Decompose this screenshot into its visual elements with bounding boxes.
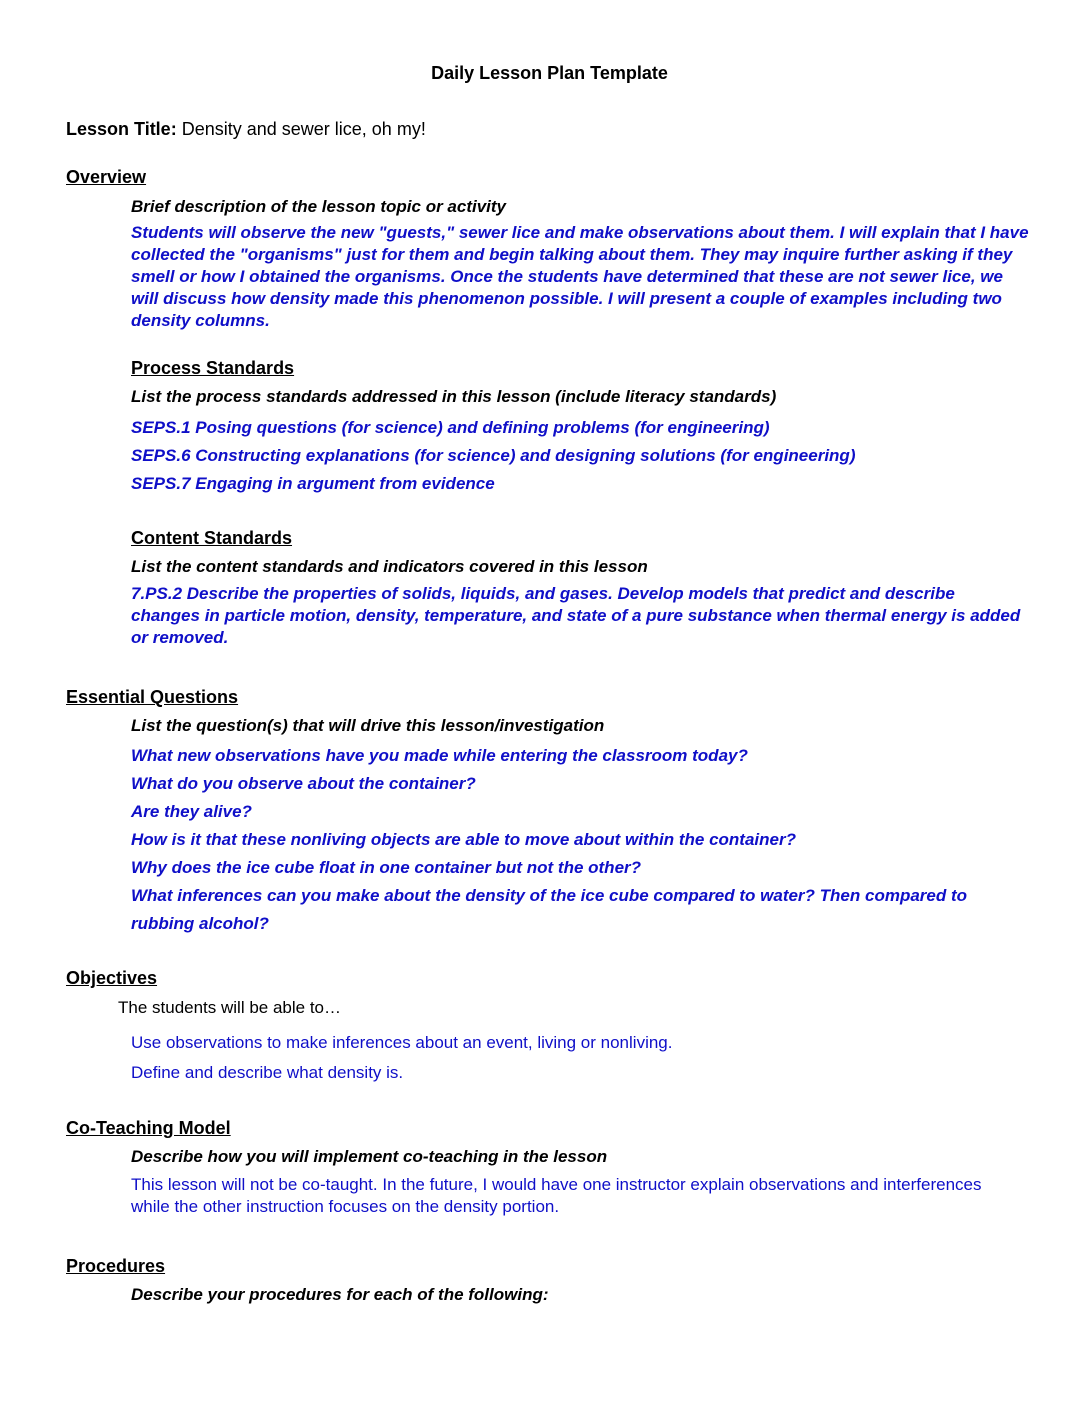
overview-response: Students will observe the new "guests," sewer lice and make observations about them. I will explain that I have collected the "organisms" just for them and begin talking about them. They may inquire further asking if they smell or how I obtained the organisms. Once the students have determined that these are not sewer lice, we will discuss how density made this phenomenon possible. I will present a couple of examples including two density columns. bbox=[131, 223, 1029, 330]
objective-item: Define and describe what density is. bbox=[131, 1063, 404, 1082]
essential-question: Why does the ice cube float in one container but not the other? bbox=[131, 858, 642, 877]
co-teaching-response: This lesson will not be co-taught. In the future, I would have one instructor explain observations and interferences while the other instruction focuses on the density portion. bbox=[131, 1175, 982, 1216]
document-title: Daily Lesson Plan Template bbox=[431, 63, 668, 83]
essential-question: What new observations have you made while entering the classroom today? bbox=[131, 746, 748, 765]
essential-questions-list bbox=[131, 742, 1021, 938]
process-standard-item: SEPS.7 Engaging in argument from evidence bbox=[131, 474, 495, 493]
process-standards-prompt: List the process standards addressed in this lesson (include literacy standards) bbox=[131, 387, 777, 406]
objectives-lead: The students will be able to… bbox=[118, 998, 342, 1017]
heading-essential-questions: Essential Questions bbox=[66, 687, 239, 707]
process-standards-list bbox=[131, 414, 1033, 498]
heading-co-teaching: Co-Teaching Model bbox=[66, 1118, 231, 1138]
heading-procedures: Procedures bbox=[66, 1256, 166, 1276]
lesson-title-line bbox=[66, 118, 1033, 140]
content-standards-response: 7.PS.2 Describe the properties of solids, liquids, and gases. Develop models that predict and describe changes in particle motion, density, temperature, and state of a pure substance when thermal energy is added or removed. bbox=[131, 584, 1021, 647]
objective-item: Use observations to make inferences about an event, living or nonliving. bbox=[131, 1033, 673, 1052]
essential-question: Are they alive? bbox=[131, 802, 252, 821]
overview-prompt: Brief description of the lesson topic or activity bbox=[131, 197, 507, 216]
process-standard-item: SEPS.1 Posing questions (for science) and defining problems (for engineering) bbox=[131, 418, 770, 437]
lesson-title-label: Lesson Title: bbox=[66, 119, 177, 139]
essential-question: How is it that these nonliving objects are able to move about within the container? bbox=[131, 830, 796, 849]
co-teaching-prompt: Describe how you will implement co-teaching in the lesson bbox=[131, 1147, 608, 1166]
process-standard-item: SEPS.6 Constructing explanations (for science) and designing solutions (for engineering) bbox=[131, 446, 856, 465]
essential-question: What inferences can you make about the density of the ice cube compared to water? Then compared to rubbing alcohol? bbox=[131, 886, 968, 933]
procedures-prompt: Describe your procedures for each of the following: bbox=[131, 1285, 549, 1304]
heading-content-standards: Content Standards bbox=[131, 528, 293, 548]
heading-objectives: Objectives bbox=[66, 968, 158, 988]
essential-questions-prompt: List the question(s) that will drive this lesson/investigation bbox=[131, 716, 605, 735]
heading-process-standards: Process Standards bbox=[131, 358, 295, 378]
content-standards-prompt: List the content standards and indicators covered in this lesson bbox=[131, 557, 648, 576]
heading-overview: Overview bbox=[66, 167, 147, 187]
objectives-list bbox=[131, 1028, 1033, 1088]
lesson-title-value: Density and sewer lice, oh my! bbox=[181, 119, 426, 139]
essential-question: What do you observe about the container? bbox=[131, 774, 476, 793]
